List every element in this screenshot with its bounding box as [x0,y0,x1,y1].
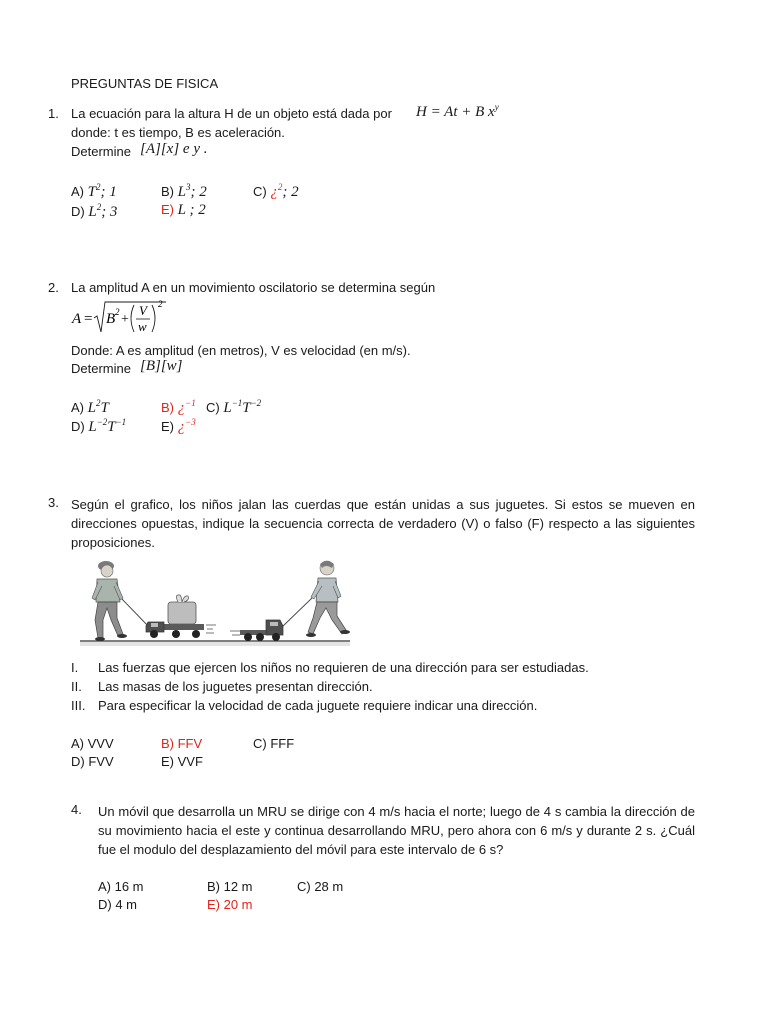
q1-line3: Determine [71,144,131,159]
q4-option-e: E) 20 m [207,897,253,912]
right-toy-truck [230,620,283,641]
paren-right [152,305,155,332]
q2-line2: Donde: A es amplitud (en metros), V es velocidad (en m/s). [71,343,411,358]
q4-text: Un móvil que desarrolla un MRU se dirige con 4 m/s hacia el norte; luego de 4 s cambia la dirección de su movimiento hacia el este y continua desarrollando MRU, pero ahora con 6 m/s y durante 2 s. ¿Cuál fue el modulo del desplazamiento del móvil para este intervalo de 6 s? [98,804,695,857]
formula-exp: 2 [158,299,163,309]
q1-number: 1. [48,106,59,121]
left-rope [122,599,150,628]
right-rope [282,598,312,627]
q3-option-c: C) FFF [253,736,295,751]
left-toy-truck [146,595,216,638]
q2-line3: Determine [71,361,131,376]
q2-determine-expr: [B][w] [140,358,183,374]
formula-b-exp: 2 [115,307,120,317]
children-pulling-toys-illustration [80,558,350,646]
q3-option-e: E) VVF [161,754,203,769]
formula-eq: = [84,311,93,327]
q2-line1: La amplitud A en un movimiento oscilatorio se determina según [71,280,436,295]
q2-formula [68,296,178,340]
q1-option-e: E) L ; 2 [161,202,206,218]
q4-option-c: C) 28 m [297,879,344,894]
q1-equation: H = At + B $x^y$ [416,102,499,120]
q3-prop-1-text: Las fuerzas que ejercen los niños no requieren de una dirección para ser estudiadas. [98,660,589,675]
q1-determine-expr: [A][x] e y . [140,141,208,157]
right-child [306,561,350,637]
formula-lhs: A [72,311,82,327]
q2-option-d: D) $L^{-2}T^{-1}$ [71,417,127,435]
q2-option-a: A) $L^2T$ [71,398,109,416]
q1-option-c: C) ¿$^2$; 2 [253,182,299,200]
q3-prop-3-text: Para especificar la velocidad de cada juguete requiere indicar una dirección. [98,698,538,713]
q4-number: 4. [71,802,82,817]
formula-den: w [138,319,147,334]
q1-option-d: D) $L^2$; 3 [71,202,118,220]
q2-option-e: E) ¿$^{-3}$ [161,417,196,435]
q3-option-a: A) VVV [71,736,114,751]
q2-option-b: B) ¿$^{-1}$ [161,398,196,416]
q3-prop-2-text: Las masas de los juguetes presentan dirección. [98,679,373,694]
q2-option-c: C) $L^{-1}T^{-2}$ [206,398,262,416]
q1-option-a: A) $T^2$; 1 [71,182,117,200]
q1-option-b: B) $L^3$; 2 [161,182,207,200]
q3-text: Según el grafico, los niños jalan las cuerdas que están unidas a sus juguetes. Si estos se mueven en direcciones opuestas, indique la secuencia correcta de verdadero (V) o falso (F) respecto a las siguientes proposiciones. [71,497,695,550]
q1-line1: La ecuación para la altura H de un objeto está dada por [71,106,392,121]
q3-prop-2-num: II. [71,679,82,694]
q3-prop-1-num: I. [71,660,79,675]
q4-option-a: A) 16 m [98,879,144,894]
left-child [92,561,127,641]
q3-option-d: D) FVV [71,754,114,769]
formula-b: B [106,311,116,327]
q3-prop-3-num: III. [71,698,86,713]
q3-option-b: B) FFV [161,736,203,751]
q4-option-d: D) 4 m [98,897,137,912]
q1-line2: donde: t es tiempo, B es aceleración. [71,125,285,140]
paren-left [131,305,134,332]
q2-number: 2. [48,280,59,295]
page-title: PREGUNTAS DE FISICA [71,76,219,91]
q4-option-b: B) 12 m [207,879,253,894]
q3-number: 3. [48,495,59,510]
formula-num: V [139,303,147,318]
formula-plus: + [121,312,129,327]
